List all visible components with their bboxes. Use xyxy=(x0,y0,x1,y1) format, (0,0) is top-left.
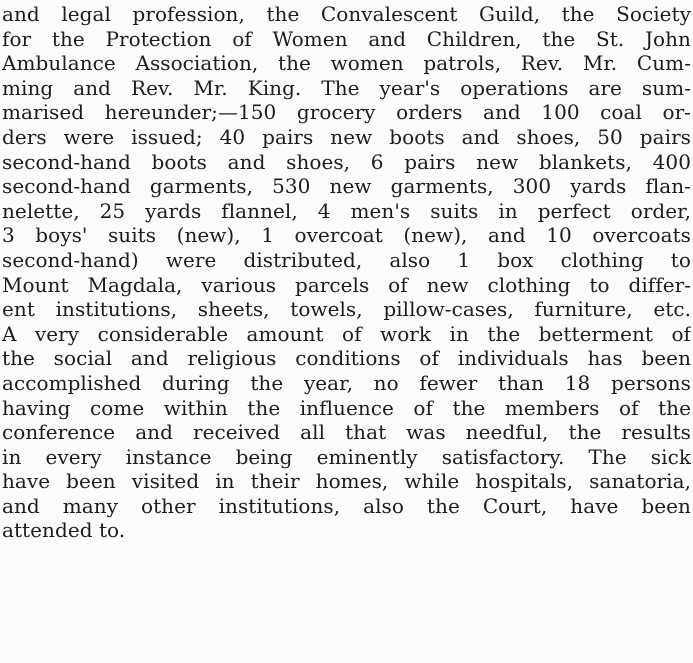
text-line: for the Protection of Women and Children, the St. John xyxy=(2,26,691,51)
text-line: accomplished during the year, no fewer than 18 persons xyxy=(2,370,691,395)
text-line: 3 boys' suits (new), 1 overcoat (new), and 10 overcoats xyxy=(2,223,691,248)
text-line: and many other institutions, also the Court, have been xyxy=(2,493,691,518)
text-line: and legal profession, the Convalescent Guild, the Society xyxy=(2,2,691,26)
text-line: ming and Rev. Mr. King. The year's operations are sum- xyxy=(2,75,691,100)
text-line: having come within the influence of the members of the xyxy=(2,395,691,420)
text-line: attended to. xyxy=(2,518,126,543)
text-line: ent institutions, sheets, towels, pillow-cases, furniture, etc. xyxy=(2,297,691,322)
text-line: marised hereunder;—150 grocery orders and 100 coal or- xyxy=(2,100,691,125)
text-line: Mount Magdala, various parcels of new clothing to differ- xyxy=(2,272,691,297)
text-line: Ambulance Association, the women patrols, Rev. Mr. Cum- xyxy=(2,51,691,76)
text-line: conference and received all that was needful, the results xyxy=(2,420,691,445)
text-line: have been visited in their homes, while hospitals, sanatoria, xyxy=(2,469,691,494)
text-line: the social and religious conditions of individuals has been xyxy=(2,346,691,371)
text-line: A very considerable amount of work in the betterment of xyxy=(2,321,691,346)
text-line: ders were issued; 40 pairs new boots and shoes, 50 pairs xyxy=(2,124,691,149)
text-line: nelette, 25 yards flannel, 4 men's suits in perfect order, xyxy=(2,198,691,223)
text-line: second-hand boots and shoes, 6 pairs new blankets, 400 xyxy=(2,149,691,174)
article-paragraph xyxy=(2,2,691,543)
text-line: in every instance being eminently satisfactory. The sick xyxy=(2,444,691,469)
text-line: second-hand garments, 530 new garments, 300 yards flan- xyxy=(2,174,691,199)
text-line: second-hand) were distributed, also 1 box clothing to xyxy=(2,247,691,272)
